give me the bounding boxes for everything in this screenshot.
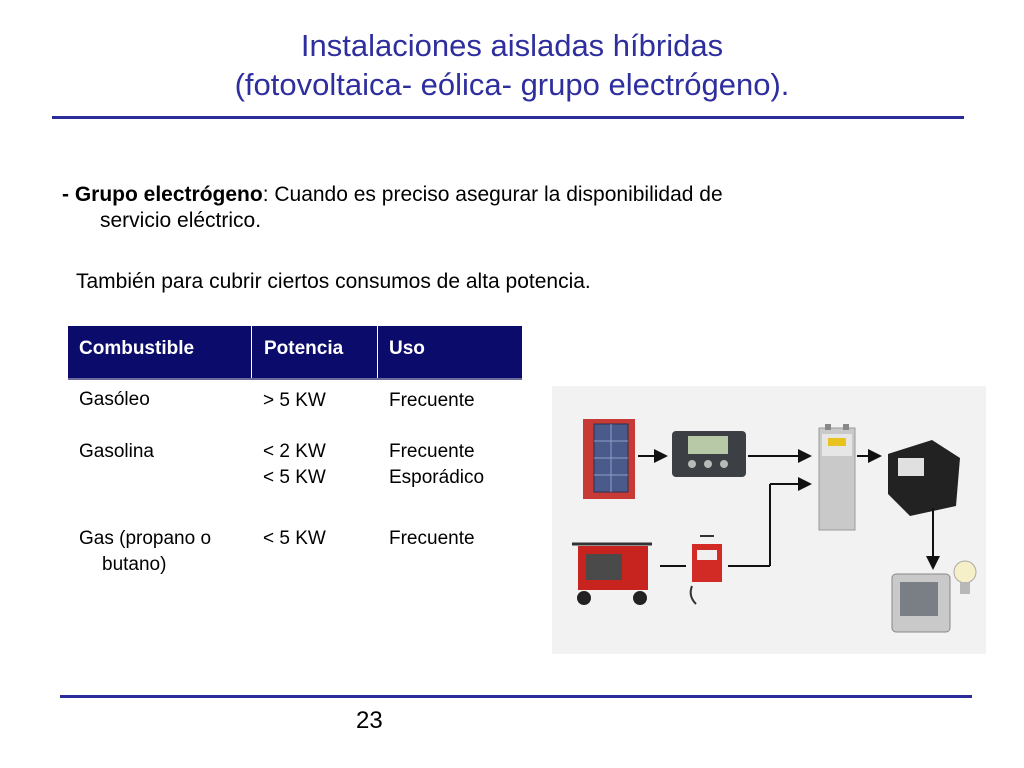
header-divider [251,326,252,378]
hybrid-system-diagram [552,386,986,654]
battery-charger-icon [691,536,722,604]
header-divider [377,326,378,378]
cell-combustible-1: Gasóleo [79,389,150,410]
solar-panel-icon [583,419,635,499]
bullet-text-line-2: servicio eléctrico. [100,209,262,232]
page-number: 23 [356,707,383,734]
bottom-divider [60,695,972,698]
charge-controller-icon [672,431,746,477]
inverter-icon [888,440,960,516]
header-potencia: Potencia [264,338,344,359]
diagram-svg [552,386,986,654]
header-uso: Uso [389,338,425,359]
paragraph-2: También para cubrir ciertos consumos de alta potencia. [76,270,591,293]
bullet-paragraph [62,182,892,234]
television-icon [892,574,950,632]
title-line-2: (fotovoltaica- eólica- grupo electrógeno). [234,67,790,102]
cell-potencia-1: > 5 KW [263,390,326,411]
cell-uso-2b: Esporádico [389,467,485,488]
light-bulb-icon [954,561,976,594]
title-line-1: Instalaciones aisladas híbridas [300,28,724,63]
battery-icon [819,424,855,530]
cell-combustible-3b: butano) [102,554,167,575]
cell-combustible-2: Gasolina [79,441,154,462]
cell-potencia-3: < 5 KW [263,528,326,549]
cell-uso-1: Frecuente [389,390,475,411]
slide-title [0,26,1024,104]
top-divider [52,116,964,119]
cell-uso-3: Frecuente [389,528,475,549]
cell-uso-2a: Frecuente [389,441,475,462]
cell-combustible-3a: Gas (propano o [79,528,212,549]
header-combustible: Combustible [79,338,195,359]
bullet-term: - Grupo electrógeno [62,183,263,206]
generator-icon [572,544,652,605]
bullet-text-line-1: : Cuando es preciso asegurar la disponibilidad de [262,183,723,206]
cell-potencia-2a: < 2 KW [263,441,326,462]
cell-potencia-2b: < 5 KW [263,467,326,488]
table-header [68,326,522,380]
